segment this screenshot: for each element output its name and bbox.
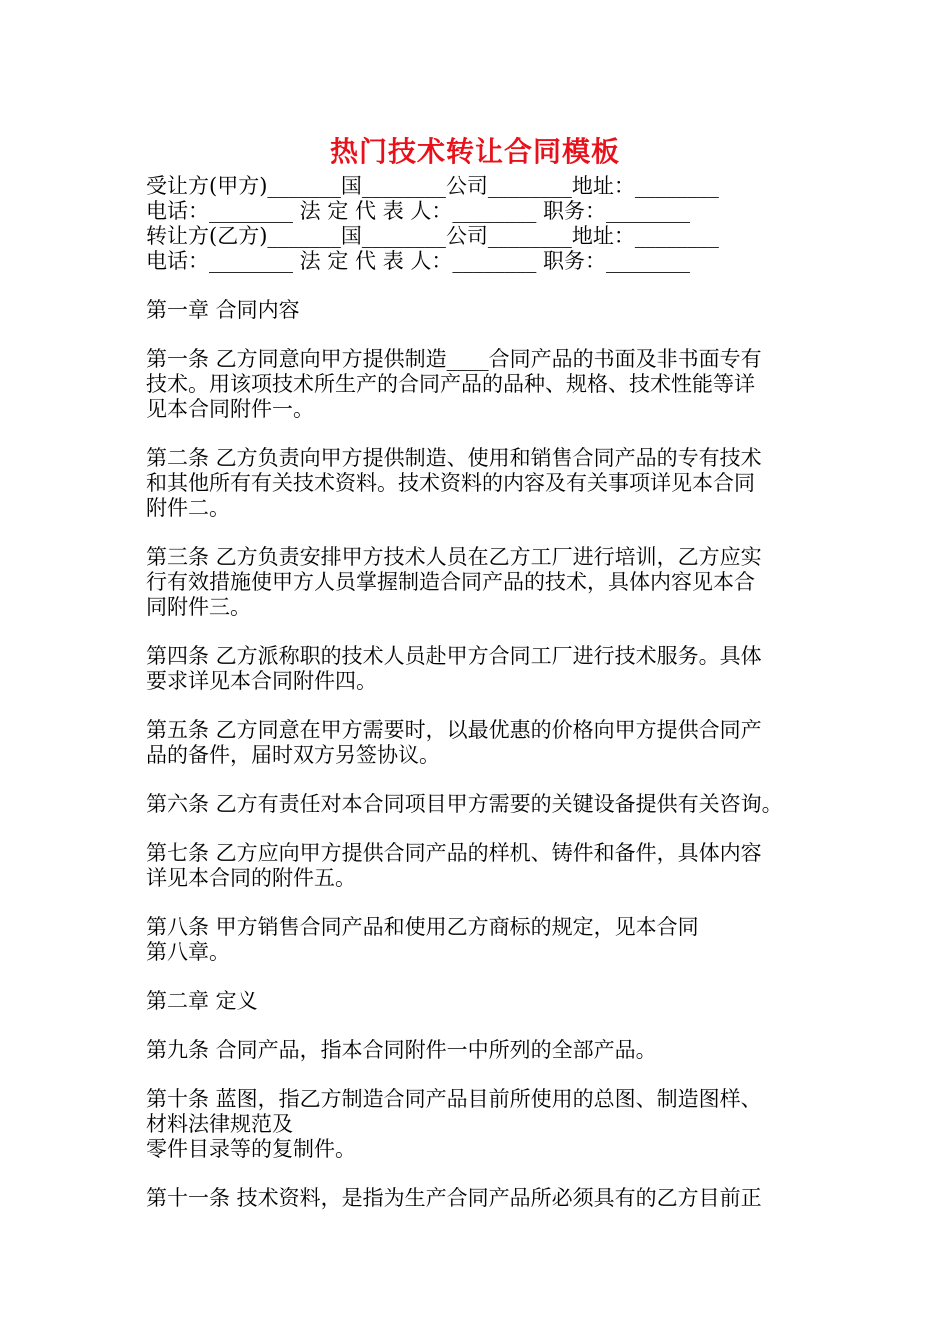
article-paragraph: 第九条 合同产品，指本合同附件一中所列的全部产品。: [146, 1038, 657, 1062]
article-paragraph: 第六条 乙方有责任对本合同项目甲方需要的关键设备提供有关咨询。: [146, 792, 783, 816]
party-b-contact-line: 电话：________ 法 定 代 表 人：________ 职务：________: [146, 249, 691, 273]
article-paragraph: 第十一条 技术资料，是指为生产合同产品所必须具有的乙方目前正: [146, 1186, 762, 1210]
party-b-line: 转让方(乙方)_______国________公司________地址：________: [146, 224, 719, 248]
article-paragraph: 第一条 乙方同意向甲方提供制造____合同产品的书面及非书面专有 技术。用该项技术所生产的合同产品的品种、规格、技术性能等详 见本合同附件一。: [146, 347, 762, 421]
article-paragraph: 第四条 乙方派称职的技术人员赴甲方合同工厂进行技术服务。具体 要求详见本合同附件四。: [146, 644, 762, 693]
article-paragraph: 第七条 乙方应向甲方提供合同产品的样机、铸件和备件，具体内容 详见本合同的附件五。: [146, 841, 762, 890]
party-a-line: 受让方(甲方)_______国________公司________地址：________: [146, 174, 719, 198]
article-paragraph: 第三条 乙方负责安排甲方技术人员在乙方工厂进行培训，乙方应实 行有效措施使甲方人员掌握制造合同产品的技术，具体内容见本合 同附件三。: [146, 545, 762, 619]
chapter-heading: 第一章 合同内容: [146, 298, 300, 322]
document-title: 热门技术转让合同模板: [329, 135, 620, 168]
article-paragraph: 第八条 甲方销售合同产品和使用乙方商标的规定，见本合同 第八章。: [146, 915, 699, 964]
article-paragraph: 第十条 蓝图，指乙方制造合同产品目前所使用的总图、制造图样、 材料法律规范及 零件目录等的复制件。: [146, 1087, 762, 1161]
document-body: [146, 174, 814, 1211]
article-paragraph: 第五条 乙方同意在甲方需要时，以最优惠的价格向甲方提供合同产 品的备件，届时双方另签协议。: [146, 718, 762, 767]
party-a-contact-line: 电话：________ 法 定 代 表 人：________ 职务：________: [146, 199, 691, 223]
article-paragraph: 第二条 乙方负责向甲方提供制造、使用和销售合同产品的专有技术 和其他所有有关技术资料。技术资料的内容及有关事项详见本合同 附件二。: [146, 446, 762, 520]
chapter-heading: 第二章 定义: [146, 989, 258, 1013]
